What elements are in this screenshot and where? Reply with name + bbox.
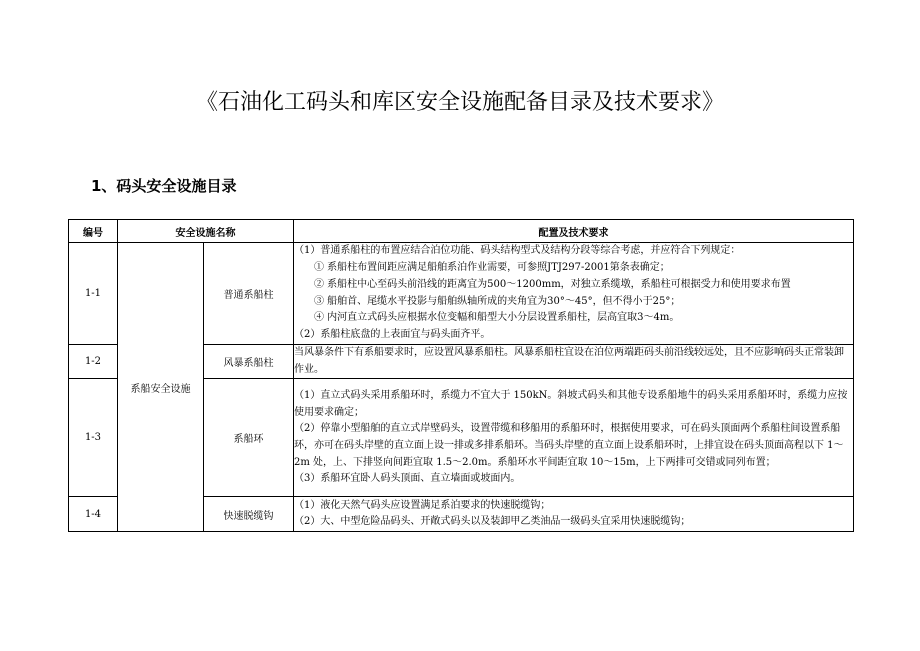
header-facility-name: 安全设施名称 <box>118 220 294 243</box>
row-number: 1-4 <box>69 497 118 532</box>
requirement-line: ④ 内河直立式码头应根据水位变幅和船型大小分层设置系船柱，层高宜取3～4m。 <box>314 312 680 324</box>
requirement-line: （2）系船柱底盘的上表面宜与码头面齐平。 <box>294 328 491 340</box>
category-cell: 系船安全设施 <box>118 243 204 532</box>
requirements-cell <box>294 497 854 532</box>
header-number: 编号 <box>69 220 118 243</box>
requirement-line: （3）系船环宜卧人码头顶面、直立墙面或坡面内。 <box>294 473 521 485</box>
requirement-line: ② 系船柱中心至码头前沿线的距离宜为500～1200mm，对独立系缆墩，系船柱可根据受力和使用要求布置 <box>314 278 791 290</box>
facility-name: 风暴系船柱 <box>204 345 294 379</box>
requirements-cell <box>294 345 854 379</box>
requirement-line: ① 系船柱布置间距应满足船舶系泊作业需要，可参照JTJ297-2001第条表确定； <box>314 262 670 274</box>
table-row <box>69 243 854 345</box>
requirement-line: （1）直立式码头采用系船环时，系缆力不宜大于 150kN。斜坡式码头和其他专设系船地牛的码头采用系船环时，系缆力应按使用要求确定； <box>294 389 848 418</box>
requirement-line: （1）液化天然气码头应设置满足系泊要求的快速脱缆钩； <box>294 499 551 511</box>
requirement-line: （2）停靠小型船舶的直立式岸壁码头，设置带缆和移船用的系船环时，根据使用要求，可在码头顶面两个系船柱间设置系船环，亦可在码头岸壁的直立面上设一排或多排系船环。当码头岸壁的直立面上设系船环时，上排宜设在码头顶面高程以下 1～2m 处，上、下排竖向间距宜取 1.5～2.0m。系船环水平间距宜取 10～15m，上下两排可交错或同列布置； <box>294 423 844 468</box>
facility-name: 普通系船柱 <box>204 243 294 345</box>
row-number: 1-1 <box>69 243 118 345</box>
facility-name: 快速脱缆钩 <box>204 497 294 532</box>
requirements-cell <box>294 243 854 345</box>
requirements-cell <box>294 379 854 497</box>
requirement-line: 当风暴条件下有系船要求时，应设置风暴系船柱。风暴系船柱宜设在泊位两端距码头前沿线较远处，且不应影响码头正常装卸作业。 <box>294 347 844 375</box>
row-number: 1-3 <box>69 379 118 497</box>
safety-facility-table <box>68 219 854 532</box>
table-header-row <box>69 220 854 243</box>
row-number: 1-2 <box>69 345 118 379</box>
header-requirements: 配置及技术要求 <box>294 220 854 243</box>
requirement-line: （2）大、中型危险品码头、开敞式码头以及装卸甲乙类油品一级码头宜采用快速脱缆钩； <box>294 516 691 528</box>
facility-name: 系船环 <box>204 379 294 497</box>
requirement-line: ③ 船舶首、尾缆水平投影与船舶纵轴所成的夹角宜为30°～45°，但不得小于25°； <box>314 295 681 307</box>
section-heading: 1、码头安全设施目录 <box>91 177 237 195</box>
requirement-line: （1）普通系船柱的布置应结合泊位功能、码头结构型式及结构分段等综合考虑，并应符合下列规定： <box>294 245 741 257</box>
document-title: 《石油化工码头和库区安全设施配备目录及技术要求》 <box>195 90 724 115</box>
